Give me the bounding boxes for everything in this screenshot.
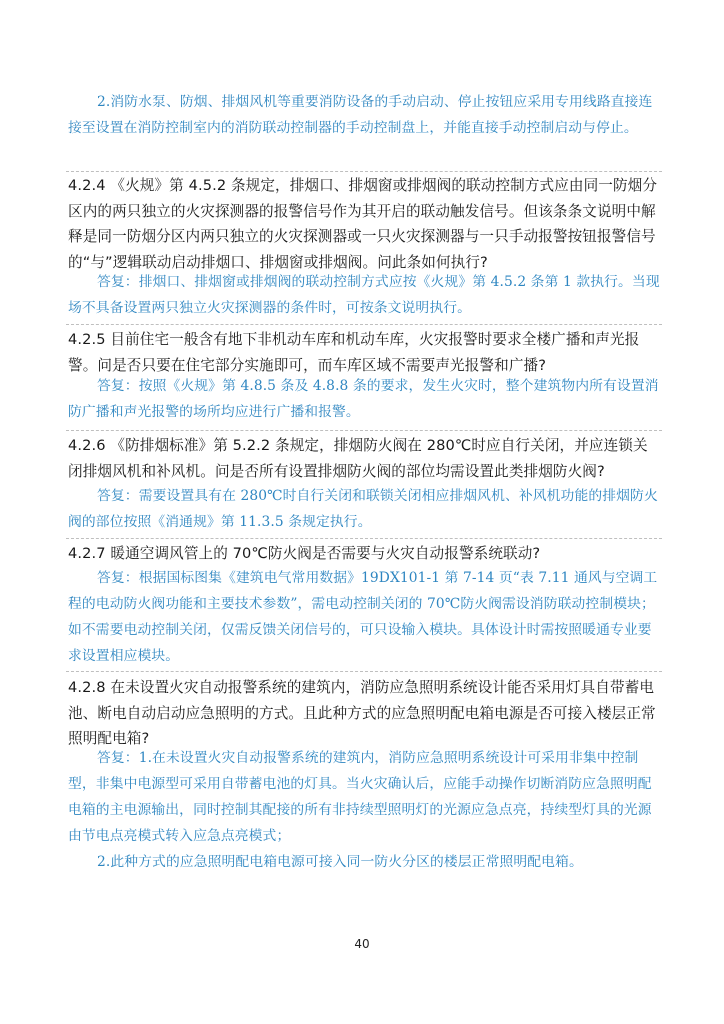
section-divider — [66, 538, 662, 539]
section-divider — [66, 324, 662, 325]
question-4-2-8: 4.2.8 在未设置火灾自动报警系统的建筑内，消防应急照明系统设计能否采用灯具自带蓄电池、断电自动启动应急照明的方式。且此种方式的应急照明配电箱电源是否可接入楼层正常照明配电箱? — [68, 679, 656, 747]
question-4-2-5: 4.2.5 目前住宅一般含有地下非机动车库和机动车库，火灾报警时要求全楼广播和声光报警。问是否只要在住宅部分实施即可，而车库区域不需要声光报警和广播? — [68, 331, 640, 374]
section-divider — [66, 430, 662, 431]
answer-4-2-4: 答复：排烟口、排烟窗或排烟阀的联动控制方式应按《火规》第 4.5.2 条第 1 款执行。当现场不具备设置两只独立火灾探测器的条件时，可按条文说明执行。 — [68, 274, 660, 316]
answer-4-2-8-part-2: 2.此种方式的应急照明配电箱电源可接入同一防火分区的楼层正常照明配电箱。 — [97, 854, 583, 870]
answer-paragraph: 2.消防水泵、防烟、排烟风机等重要消防设备的手动启动、停止按钮应采用专用线路直接连接至设置在消防控制室内的消防联动控制器的手动控制盘上，并能直接手动控制启动与停止。 — [68, 94, 653, 136]
question-4-2-7: 4.2.7 暖通空调风管上的 70℃防火阀是否需要与火灾自动报警系统联动? — [68, 545, 541, 562]
answer-4-2-7: 答复：根据国标图集《建筑电气常用数据》19DX101-1 第 7-14 页“表 7.11 通风与空调工程的电动防火阀功能和主要技术参数”，需电动控制关闭的 70℃防火阀需设消防联动控制模块；如不需要电动控制关闭，仅需反馈关闭信号的，可只设输入模块。具体设计时需按照暖通专业要求设置相应模块。 — [68, 570, 658, 664]
section-divider — [66, 671, 662, 672]
section-divider — [66, 171, 662, 172]
answer-4-2-8-part-1: 答复：1.在未设置火灾自动报警系统的建筑内，消防应急照明系统设计可采用非集中控制型，非集中电源型可采用自带蓄电池的灯具。当火灾确认后，应能手动操作切断消防应急照明配电箱的主电源输出，同时控制其配接的所有非持续型照明灯的光源应急点亮，持续型灯具的光源由节电点亮模式转入应急点亮模式； — [68, 750, 652, 844]
page-number: 40 — [354, 937, 370, 951]
answer-4-2-5: 答复：按照《火规》第 4.8.5 条及 4.8.8 条的要求，发生火灾时，整个建筑物内所有设置消防广播和声光报警的场所均应进行广播和报警。 — [68, 378, 659, 420]
question-4-2-6: 4.2.6 《防排烟标准》第 5.2.2 条规定，排烟防火阀在 280℃时应自行关闭，并应连锁关闭排烟风机和补风机。问是否所有设置排烟防火阀的部位均需设置此类排烟防火阀? — [68, 437, 648, 480]
question-4-2-4: 4.2.4 《火规》第 4.5.2 条规定，排烟口、排烟窗或排烟阀的联动控制方式应由同一防烟分区内的两只独立的火灾探测器的报警信号作为其开启的联动触发信号。但该条条文说明中解释是同一防烟分区内两只独立的火灾探测器或一只火灾探测器与一只手动报警按钮报警信号的“与”逻辑联动启动排烟口、排烟窗或排烟阀。问此条如何执行? — [68, 177, 658, 271]
answer-4-2-6: 答复：需要设置具有在 280℃时自行关闭和联锁关闭相应排烟风机、补风机功能的排烟防火阀的部位按照《消通规》第 11.3.5 条规定执行。 — [68, 488, 658, 530]
